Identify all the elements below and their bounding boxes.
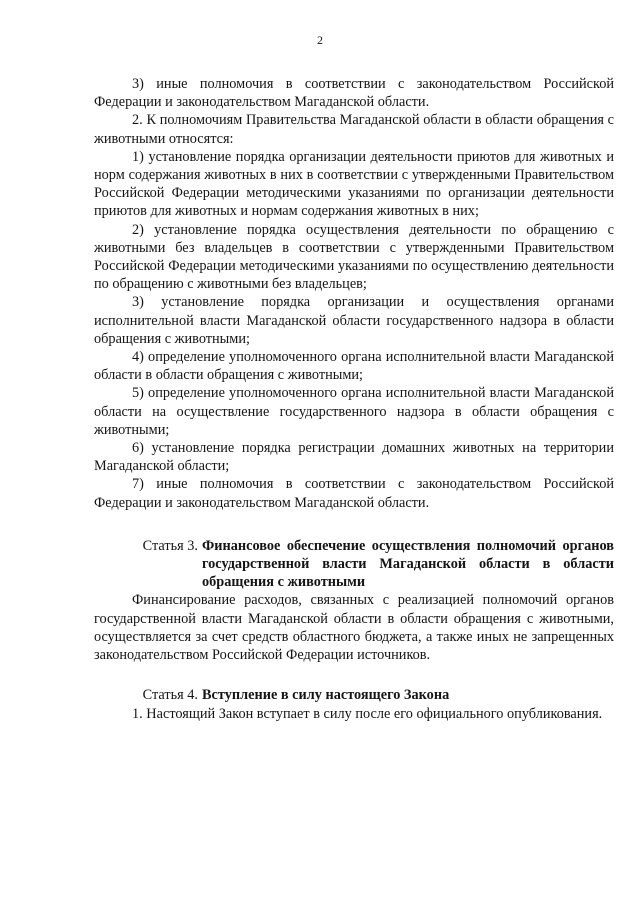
article-3-title: Финансовое обеспечение осуществления полномочий органов государственной власти Магаданской области в области обращения с животными — [202, 537, 614, 591]
paragraph-item-4-authorized-body: 4) определение уполномоченного органа исполнительной власти Магаданской области в области обращения с животными; — [94, 349, 614, 384]
paragraph-item-5-supervision-body: 5) определение уполномоченного органа исполнительной власти Магаданской области на осуществление государственного надзора в области обращения с животными; — [94, 385, 614, 438]
article-3-label: Статья 3. — [142, 537, 198, 554]
article-4-heading — [94, 686, 614, 704]
paragraph-item-2-ownerless-animals: 2) установление порядка осуществления деятельности по обращению с животными без владельцев в соответствии с утвержденными Правительством Российской Федерации методическими указаниями по осуществлению деятельности по обращению с животными без владельцев; — [94, 221, 614, 293]
paragraph-item-3-supervision: 3) установление порядка организации и осуществления органами исполнительной власти Магаданской области государственного надзора в области обращения с животными; — [94, 294, 614, 347]
paragraph-government-powers-intro: 2. К полномочиям Правительства Магаданской области в области обращения с животными относятся: — [94, 112, 614, 147]
paragraph-item-1-shelters: 1) установление порядка организации деятельности приютов для животных и норм содержания животных в них в соответствии с утвержденными Правительством Российской Федерации методическими указаниями по организации деятельности приютов для животных и нормам содержания животных в них; — [94, 148, 614, 220]
page-number: 2 — [317, 33, 323, 47]
article-4-title: Вступление в силу настоящего Закона — [202, 687, 450, 704]
article-3-heading — [94, 537, 614, 592]
paragraph-item-7-other-powers: 7) иные полномочия в соответствии с законодательством Российской Федерации и законодательством Магаданской области. — [94, 476, 614, 511]
paragraph-entry-into-force: 1. Настоящий Закон вступает в силу после его официального опубликования. — [132, 705, 603, 722]
paragraph-item-6-registration: 6) установление порядка регистрации домашних животных на территории Магаданской области; — [94, 440, 614, 475]
document-body — [94, 75, 614, 723]
paragraph-financing: Финансирование расходов, связанных с реализацией полномочий органов государственной власти Магаданской области в области обращения с животными, осуществляется за счет средств областного бюджета, а также иных не запрещенных законодательством Российской Федерации источников. — [94, 592, 614, 664]
article-4-label: Статья 4. — [142, 687, 198, 704]
paragraph-item-3-other-powers: 3) иные полномочия в соответствии с законодательством Российской Федерации и законодательством Магаданской области. — [94, 76, 614, 111]
